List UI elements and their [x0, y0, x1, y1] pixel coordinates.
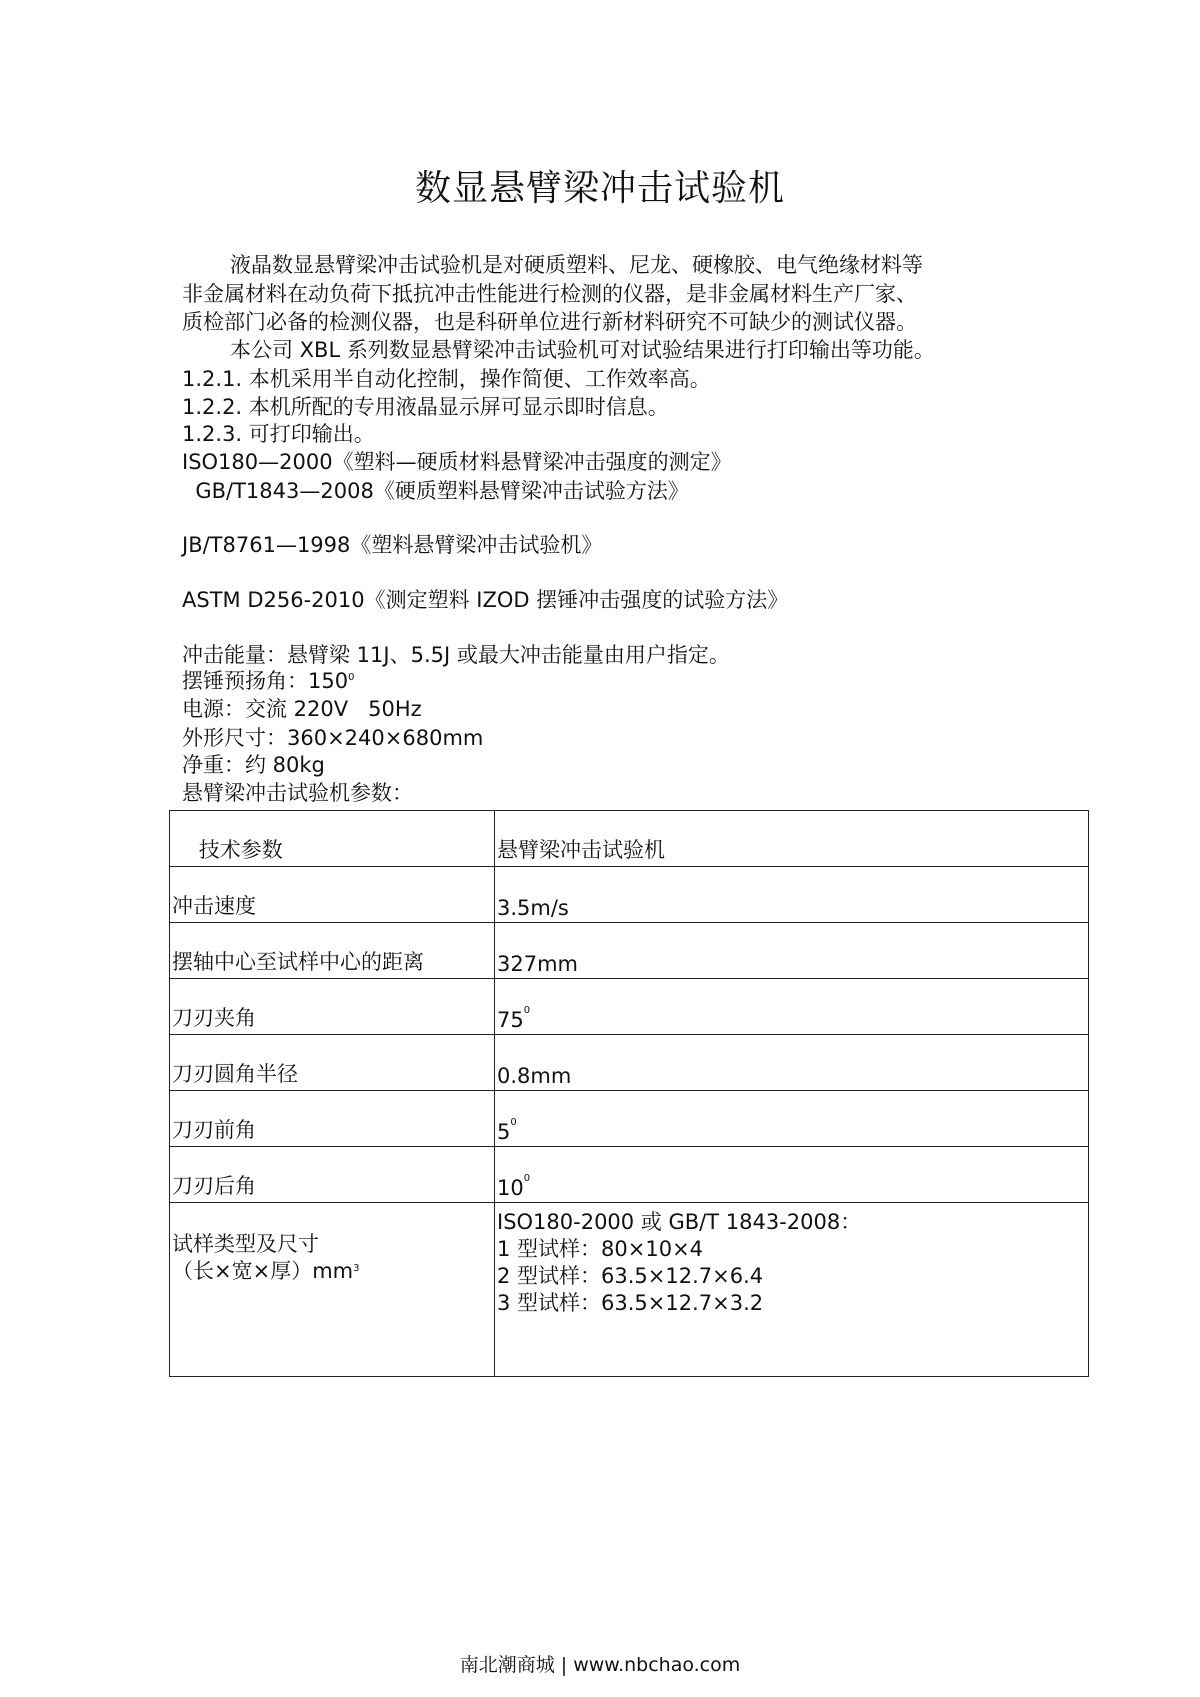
param-value: [495, 1147, 1089, 1203]
intro-line: 液晶数显悬臂梁冲击试验机是对硬质塑料、尼龙、硬橡胶、电气绝缘材料等: [230, 253, 923, 277]
intro-line: 非金属材料在动负荷下抵抗冲击性能进行检测的仪器，是非金属材料生产厂家、: [182, 282, 917, 306]
spec-angle-text: 摆锤预扬角：150: [182, 669, 349, 693]
sample-unit-text: （长×宽×厚）mm: [172, 1259, 354, 1283]
feature-item: 1.2.3. 可打印输出。: [182, 422, 375, 446]
table-header-row: [170, 811, 1089, 867]
param-name: 刀刃圆角半径: [170, 1035, 495, 1091]
feature-item: 1.2.1. 本机采用半自动化控制，操作简便、工作效率高。: [182, 367, 711, 391]
degree-mark: 0: [510, 1117, 517, 1128]
standard-item: JB/T8761—1998《塑料悬臂梁冲击试验机》: [182, 533, 603, 557]
param-name: [170, 1203, 495, 1377]
param-value-text: 10: [497, 1176, 524, 1200]
param-value: 3.5m/s: [495, 867, 1089, 923]
param-value: [495, 1203, 1089, 1377]
standard-item: ASTM D256-2010《测定塑料 IZOD 摆锤冲击强度的试验方法》: [182, 588, 789, 612]
param-value: [495, 979, 1089, 1035]
param-value: [495, 1091, 1089, 1147]
param-value-text: 5: [497, 1120, 511, 1144]
table-row-samples: [170, 1203, 1089, 1377]
table-row: [170, 1035, 1089, 1091]
sample-value: 2 型试样：63.5×12.7×6.4: [497, 1264, 764, 1288]
header-cell: 技术参数: [170, 811, 495, 867]
param-value: 0.8mm: [495, 1035, 1089, 1091]
table-row: [170, 867, 1089, 923]
sample-value: 3 型试样：63.5×12.7×3.2: [497, 1291, 764, 1315]
header-cell: 悬臂梁冲击试验机: [495, 811, 1089, 867]
spec-power: 电源：交流 220V 50Hz: [182, 697, 422, 721]
param-name: 冲击速度: [170, 867, 495, 923]
sample-value: ISO180-2000 或 GB/T 1843-2008：: [497, 1210, 862, 1234]
standard-item: GB/T1843—2008《硬质塑料悬臂梁冲击试验方法》: [182, 479, 689, 503]
degree-mark: 0: [523, 1173, 531, 1184]
intro-line: 质检部门必备的检测仪器，也是科研单位进行新材料研究不可缺少的测试仪器。: [182, 310, 917, 334]
intro-line: 本公司 XBL 系列数显悬臂梁冲击试验机可对试验结果进行打印输出等功能。: [230, 338, 935, 362]
spec-size: 外形尺寸：360×240×680mm: [182, 726, 484, 750]
spec-energy: 冲击能量：悬臂梁 11J、5.5J 或最大冲击能量由用户指定。: [182, 643, 730, 667]
spec-angle: [182, 668, 354, 694]
standard-item: ISO180—2000《塑料—硬质材料悬臂梁冲击强度的测定》: [182, 450, 732, 474]
sample-value: 1 型试样：80×10×4: [497, 1237, 704, 1261]
table-row: [170, 1147, 1089, 1203]
spec-weight: 净重：约 80kg: [182, 753, 325, 777]
table-row: [170, 923, 1089, 979]
degree-mark: 0: [523, 1005, 531, 1016]
parameter-table: [169, 810, 1089, 1377]
feature-item: 1.2.2. 本机所配的专用液晶显示屏可显示即时信息。: [182, 395, 669, 419]
table-row: [170, 979, 1089, 1035]
param-name: 摆轴中心至试样中心的距离: [170, 923, 495, 979]
param-value: 327mm: [495, 923, 1089, 979]
table-row: [170, 1091, 1089, 1147]
param-name: 刀刃前角: [170, 1091, 495, 1147]
param-name: 刀刃夹角: [170, 979, 495, 1035]
sample-unit: [172, 1258, 492, 1285]
cube-mark: 3: [353, 1263, 360, 1274]
document-title: 数显悬臂梁冲击试验机: [414, 168, 785, 209]
degree-mark: 0: [348, 672, 355, 683]
footer-watermark: 南北潮商城 | www.nbchao.com: [459, 1654, 741, 1676]
table-caption: 悬臂梁冲击试验机参数：: [182, 781, 413, 805]
sample-label: 试样类型及尺寸: [172, 1232, 319, 1256]
param-value-text: 75: [497, 1008, 524, 1032]
param-name: 刀刃后角: [170, 1147, 495, 1203]
